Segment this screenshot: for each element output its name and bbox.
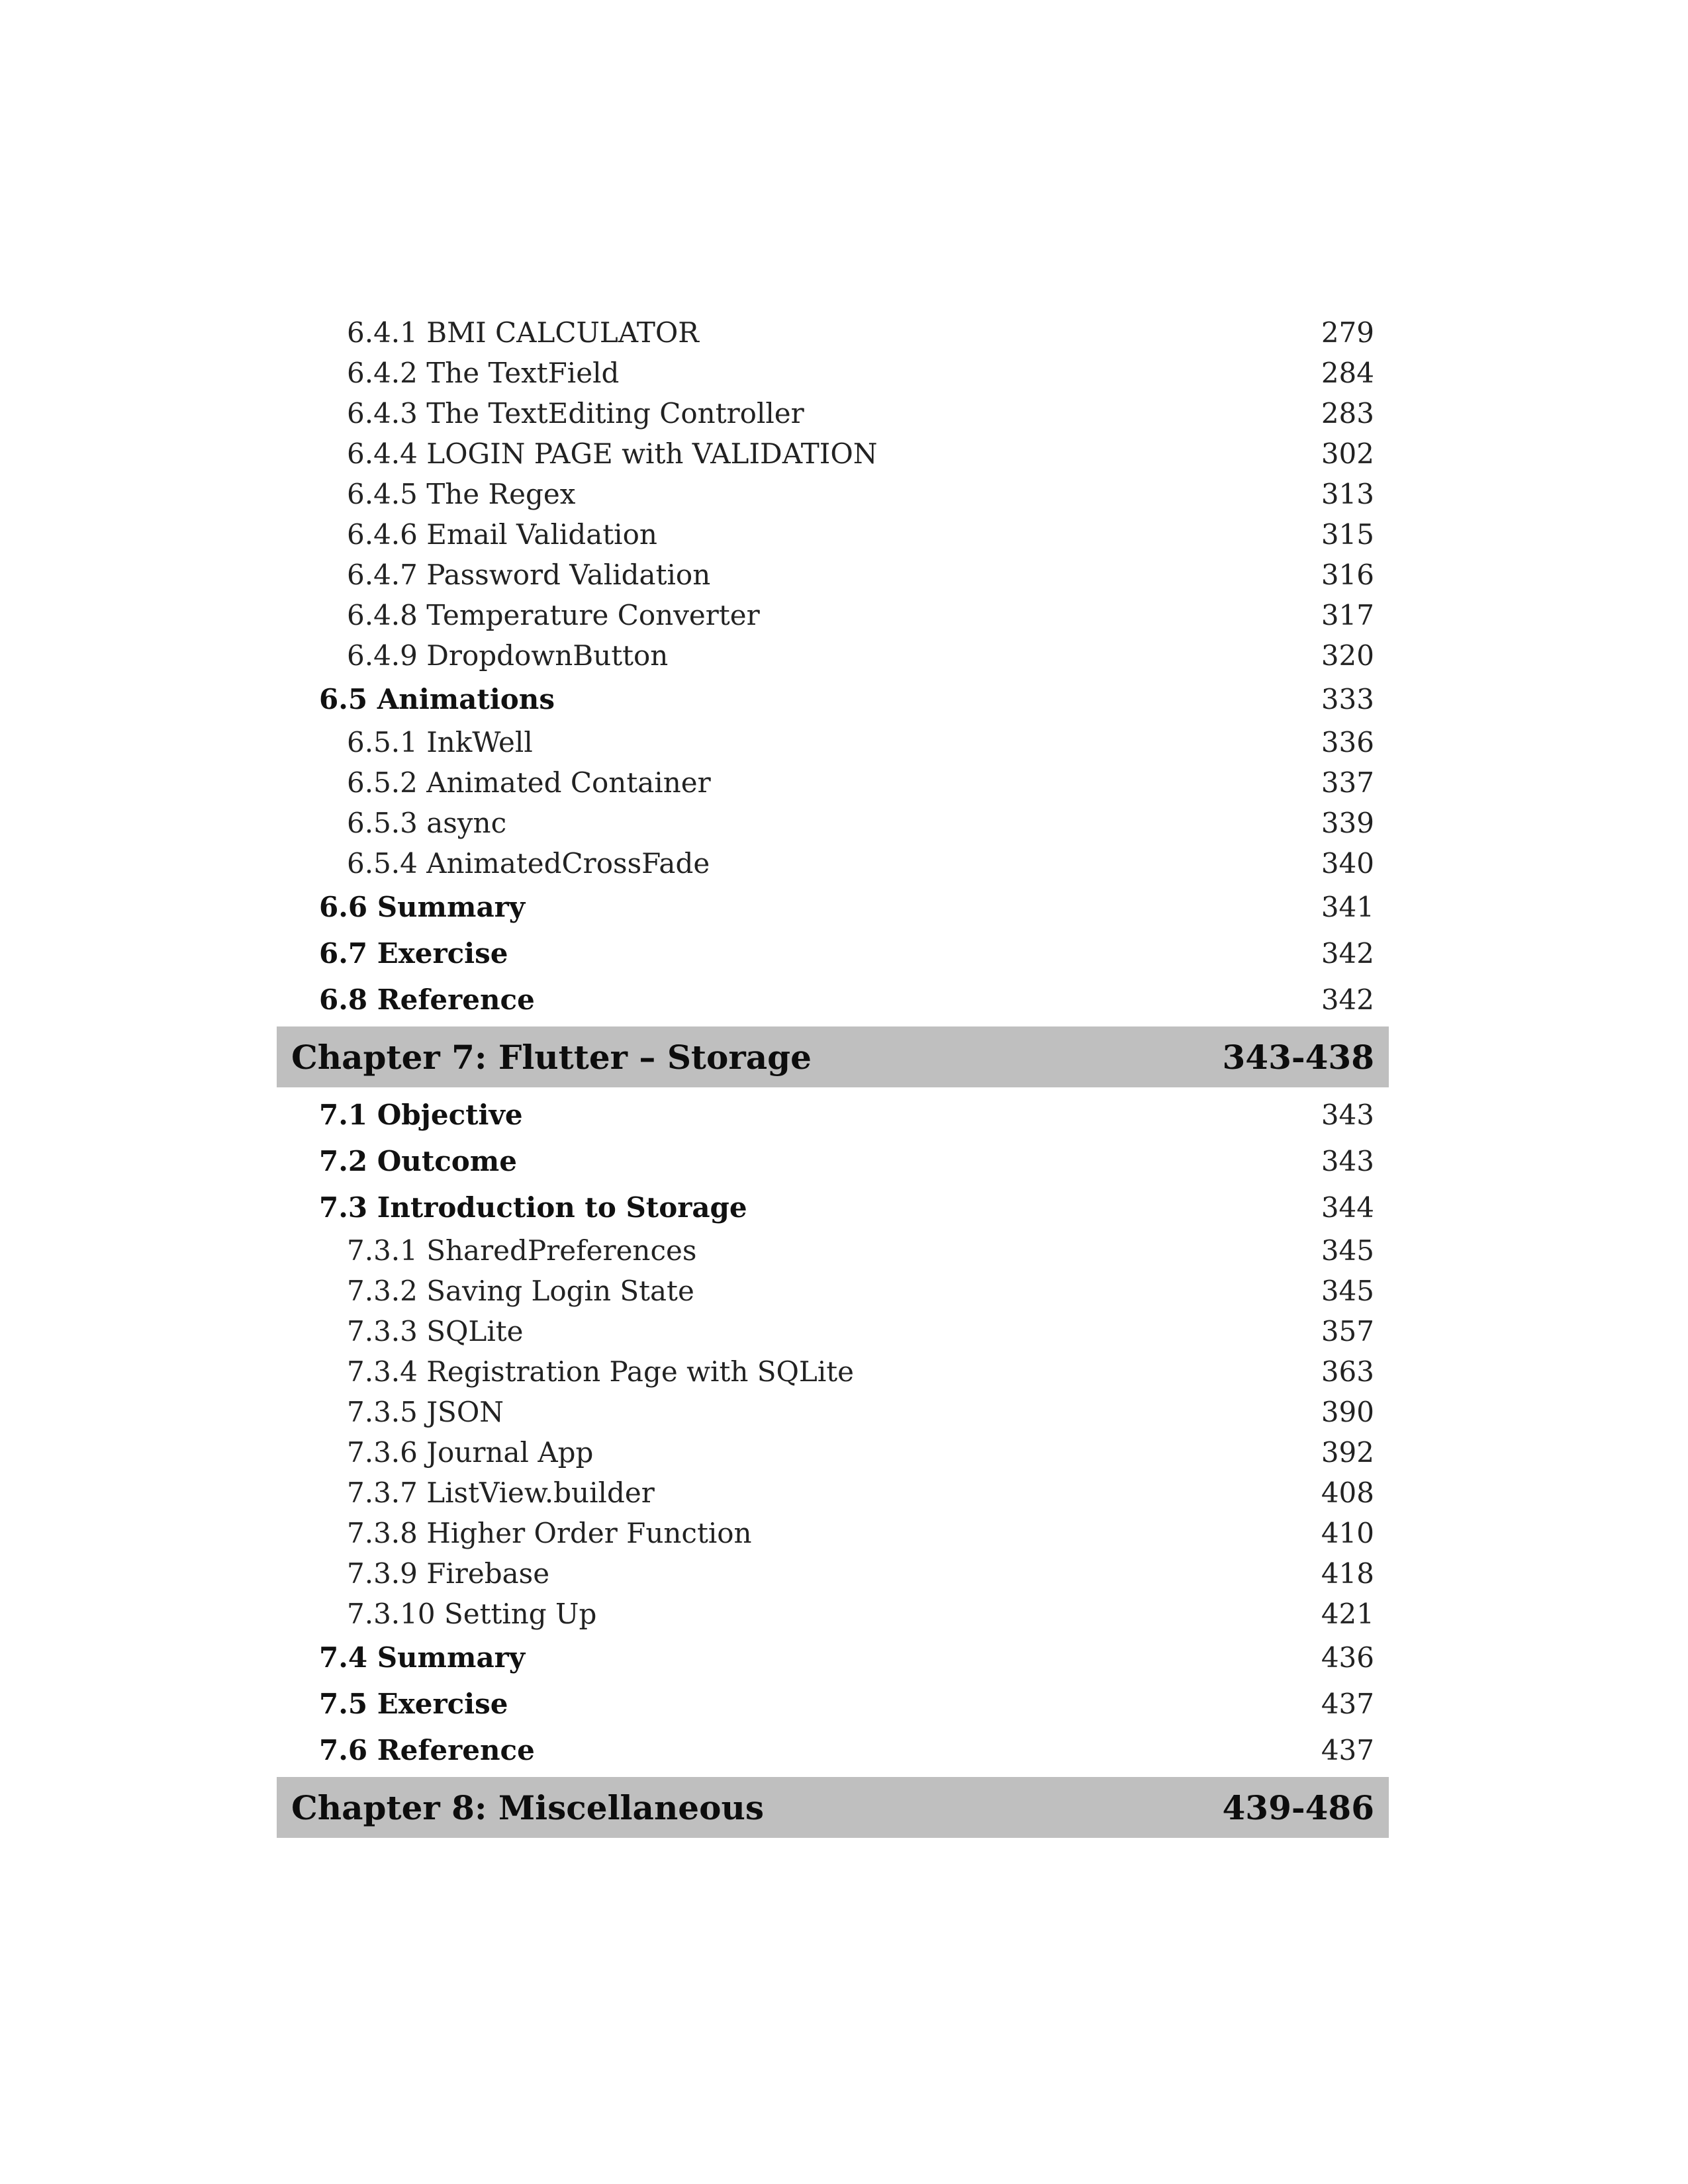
toc-entry-page: 302 — [1321, 437, 1374, 470]
toc-sub-row — [277, 1473, 1389, 1513]
toc-entry-page: 418 — [1321, 1557, 1374, 1590]
toc-entry-page: 436 — [1321, 1641, 1374, 1674]
toc-entry-page: 343 — [1321, 1098, 1374, 1131]
toc-entry-title: Chapter 8: Miscellaneous — [291, 1788, 764, 1827]
toc-section-row — [277, 1138, 1389, 1184]
toc-entry-title: 7.3.4 Registration Page with SQLite — [347, 1355, 854, 1388]
toc-entry-title: 7.3.5 JSON — [347, 1396, 504, 1428]
toc-entry-page: 408 — [1321, 1477, 1374, 1509]
toc-sub-row — [277, 433, 1389, 474]
toc-entry-page: 317 — [1321, 599, 1374, 631]
toc-chapter-row — [277, 1777, 1389, 1838]
toc-sub-row — [277, 1432, 1389, 1473]
toc-sub-row — [277, 1513, 1389, 1553]
toc-sub-row — [277, 312, 1389, 353]
toc-entry-page: 320 — [1321, 639, 1374, 672]
toc-entry-title: 7.5 Exercise — [319, 1687, 508, 1720]
toc-entry-title: 6.4.2 The TextField — [347, 357, 620, 389]
toc-entry-page: 345 — [1321, 1275, 1374, 1307]
toc-entry-title: Chapter 7: Flutter – Storage — [291, 1037, 812, 1077]
toc-sub-row — [277, 843, 1389, 884]
toc-entry-title: 6.5.3 async — [347, 807, 507, 839]
toc-entry-title: 6.4.5 The Regex — [347, 478, 576, 510]
toc-entry-page: 439-486 — [1222, 1788, 1374, 1827]
toc-sub-row — [277, 514, 1389, 555]
toc-entry-page: 345 — [1321, 1234, 1374, 1267]
toc-entry-page: 343-438 — [1222, 1037, 1374, 1077]
toc-entry-title: 7.6 Reference — [319, 1733, 535, 1766]
toc-section-row — [277, 930, 1389, 976]
toc-section-row — [277, 676, 1389, 722]
toc-entry-page: 284 — [1321, 357, 1374, 389]
toc-sub-row — [277, 762, 1389, 803]
toc-entry-page: 421 — [1321, 1598, 1374, 1630]
toc-chapter-row — [277, 1026, 1389, 1087]
toc-entry-page: 316 — [1321, 559, 1374, 591]
toc-entry-title: 7.3.8 Higher Order Function — [347, 1517, 752, 1549]
toc-sub-row — [277, 1271, 1389, 1311]
toc-entry-page: 340 — [1321, 847, 1374, 880]
toc-section-row — [277, 1091, 1389, 1138]
toc-entry-title: 6.4.6 Email Validation — [347, 518, 657, 551]
table-of-contents — [277, 312, 1389, 1842]
toc-sub-row — [277, 1392, 1389, 1432]
toc-entry-page: 343 — [1321, 1144, 1374, 1177]
toc-entry-page: 283 — [1321, 397, 1374, 430]
toc-entry-title: 6.4.7 Password Validation — [347, 559, 711, 591]
toc-sub-row — [277, 635, 1389, 676]
toc-entry-title: 7.4 Summary — [319, 1641, 526, 1674]
toc-entry-page: 313 — [1321, 478, 1374, 510]
toc-entry-title: 6.7 Exercise — [319, 936, 508, 970]
toc-entry-page: 437 — [1321, 1687, 1374, 1720]
toc-section-row — [277, 1634, 1389, 1680]
toc-sub-row — [277, 555, 1389, 595]
toc-entry-page: 279 — [1321, 316, 1374, 349]
toc-entry-title: 6.8 Reference — [319, 983, 535, 1016]
toc-entry-page: 344 — [1321, 1191, 1374, 1224]
toc-entry-title: 7.3 Introduction to Storage — [319, 1191, 747, 1224]
toc-entry-title: 7.2 Outcome — [319, 1144, 517, 1177]
toc-entry-page: 341 — [1321, 890, 1374, 923]
toc-entry-title: 6.4.1 BMI CALCULATOR — [347, 316, 699, 349]
toc-entry-title: 6.6 Summary — [319, 890, 526, 923]
toc-entry-title: 6.4.4 LOGIN PAGE with VALIDATION — [347, 437, 878, 470]
toc-sub-row — [277, 1230, 1389, 1271]
toc-entry-title: 7.3.3 SQLite — [347, 1315, 524, 1347]
toc-section-row — [277, 884, 1389, 930]
toc-entry-title: 6.5.4 AnimatedCrossFade — [347, 847, 710, 880]
toc-section-row — [277, 1184, 1389, 1230]
toc-entry-page: 342 — [1321, 936, 1374, 970]
toc-entry-page: 342 — [1321, 983, 1374, 1016]
toc-entry-title: 7.1 Objective — [319, 1098, 523, 1131]
toc-entry-page: 336 — [1321, 726, 1374, 758]
toc-section-row — [277, 1680, 1389, 1727]
toc-sub-row — [277, 722, 1389, 762]
toc-entry-title: 7.3.7 ListView.builder — [347, 1477, 655, 1509]
toc-section-row — [277, 976, 1389, 1023]
toc-entry-title: 6.5 Animations — [319, 682, 555, 715]
toc-entry-page: 333 — [1321, 682, 1374, 715]
toc-entry-title: 6.4.8 Temperature Converter — [347, 599, 760, 631]
toc-entry-title: 6.5.2 Animated Container — [347, 766, 711, 799]
toc-entry-page: 437 — [1321, 1733, 1374, 1766]
toc-sub-row — [277, 1311, 1389, 1351]
toc-entry-title: 7.3.1 SharedPreferences — [347, 1234, 697, 1267]
toc-entry-title: 7.3.10 Setting Up — [347, 1598, 597, 1630]
toc-entry-page: 390 — [1321, 1396, 1374, 1428]
toc-entry-page: 392 — [1321, 1436, 1374, 1469]
toc-sub-row — [277, 474, 1389, 514]
toc-section-row — [277, 1727, 1389, 1773]
toc-entry-page: 410 — [1321, 1517, 1374, 1549]
toc-entry-title: 7.3.2 Saving Login State — [347, 1275, 694, 1307]
toc-entry-page: 337 — [1321, 766, 1374, 799]
toc-entry-page: 339 — [1321, 807, 1374, 839]
toc-sub-row — [277, 1594, 1389, 1634]
toc-entry-page: 357 — [1321, 1315, 1374, 1347]
toc-sub-row — [277, 1351, 1389, 1392]
toc-entry-title: 7.3.6 Journal App — [347, 1436, 594, 1469]
toc-entry-title: 7.3.9 Firebase — [347, 1557, 550, 1590]
toc-sub-row — [277, 803, 1389, 843]
toc-sub-row — [277, 595, 1389, 635]
toc-sub-row — [277, 353, 1389, 393]
toc-sub-row — [277, 1553, 1389, 1594]
toc-sub-row — [277, 393, 1389, 433]
toc-entry-page: 315 — [1321, 518, 1374, 551]
toc-entry-title: 6.5.1 InkWell — [347, 726, 533, 758]
toc-entry-page: 363 — [1321, 1355, 1374, 1388]
toc-entry-title: 6.4.9 DropdownButton — [347, 639, 669, 672]
toc-entry-title: 6.4.3 The TextEditing Controller — [347, 397, 804, 430]
